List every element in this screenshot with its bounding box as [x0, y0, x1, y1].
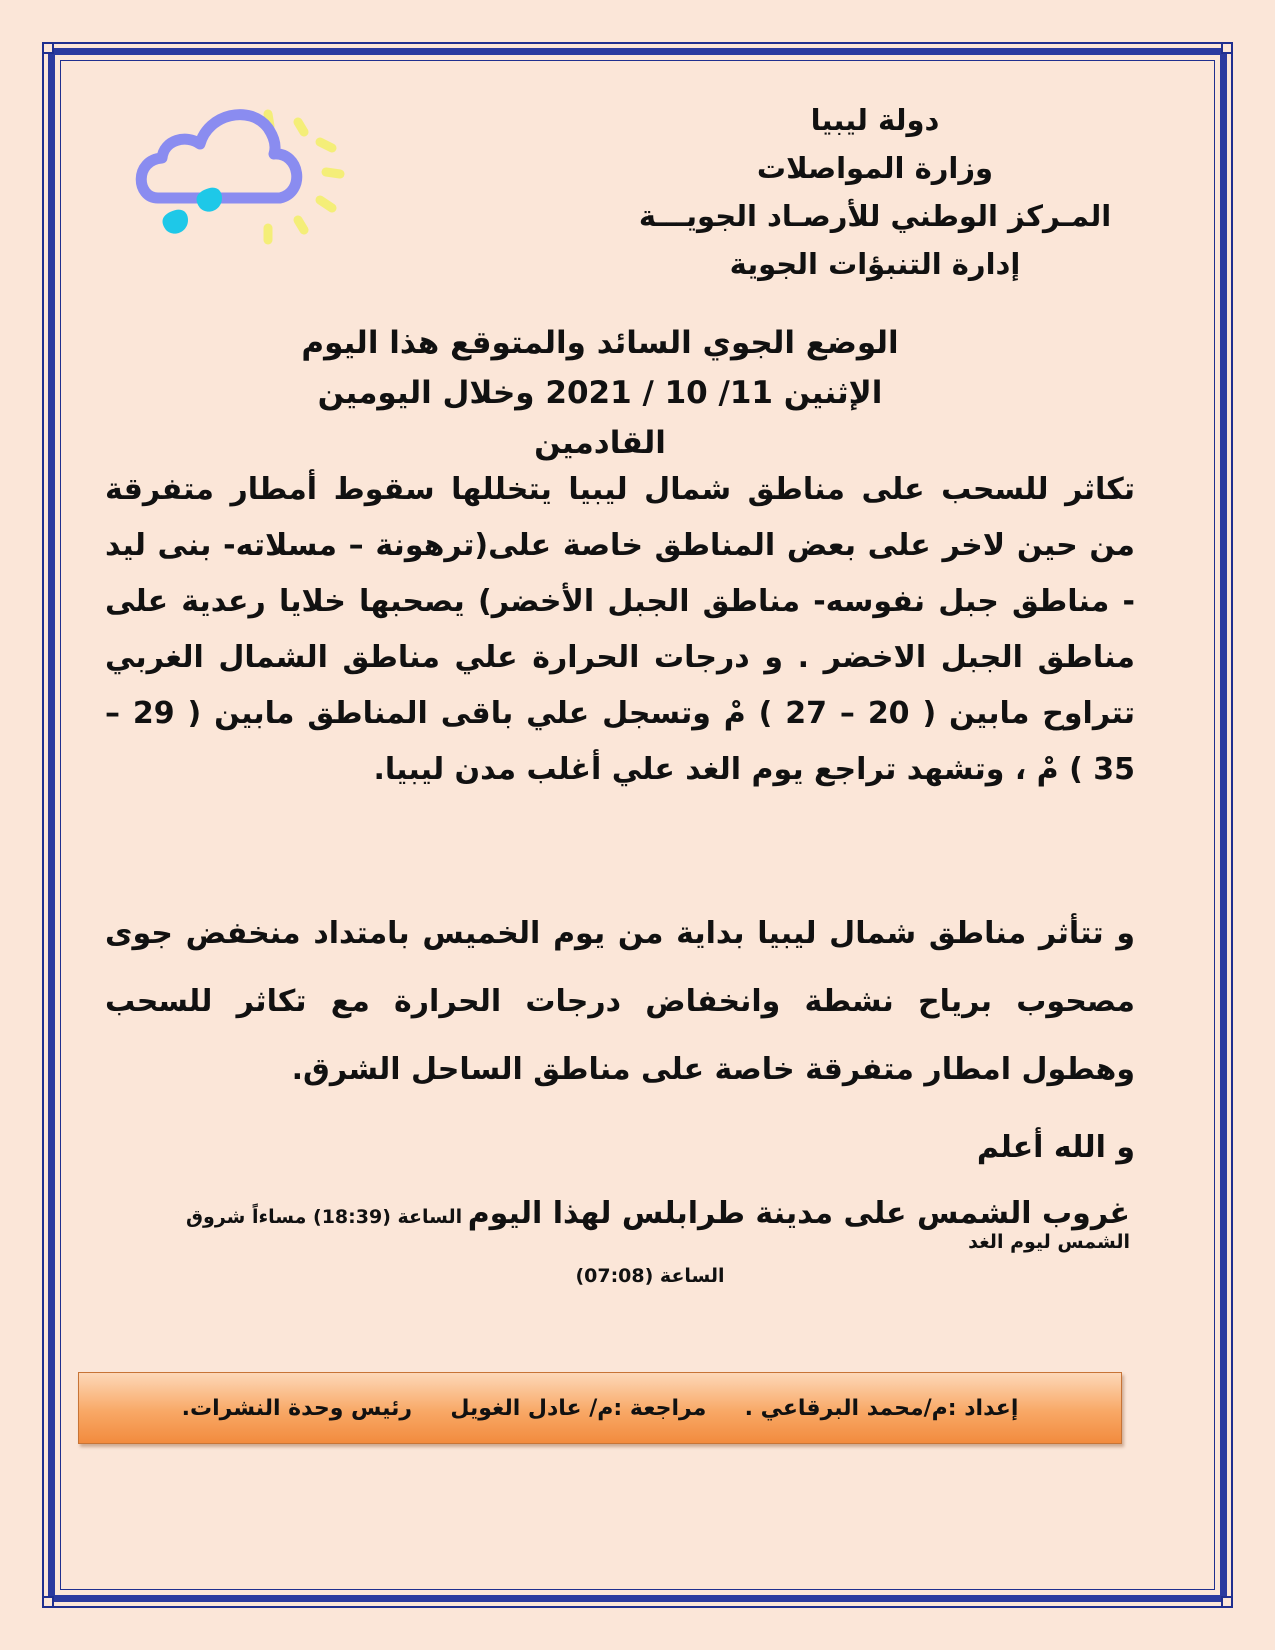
title-line-2: الإثنين 11/ 10 / 2021 وخلال اليومين القادمين	[317, 375, 883, 461]
page-border-inner	[60, 60, 1215, 1590]
closing-phrase: و الله أعلم	[976, 1130, 1135, 1165]
border-corner	[42, 42, 54, 54]
ministry-header	[605, 96, 1145, 288]
sun-times	[110, 1196, 1130, 1253]
sunset-time: الساعة (18:39) مساءاً شروق الشمس ليوم الغد	[186, 1206, 1130, 1253]
forecast-paragraph-1: تكاثر للسحب على مناطق شمال ليبيا يتخللها سقوط أمطار متفرقة من حين لاخر على بعض المناطق خاصة على(ترهونة – مسلاته- بنى ليد - مناطق جبل نفوسه- مناطق الجبل الأخضر) يصحبها خلايا رعدية على مناطق الجبل الاخضر . و درجات الحرارة علي مناطق الشمال الغربي تتراوح مابين ( 20 – 27 ) مْ وتسجل علي باقى المناطق مابين ( 29 – 35 ) مْ ، وتشهد تراجع يوم الغد علي أغلب مدن ليبيا.	[105, 472, 1135, 787]
border-corner	[42, 1596, 54, 1608]
sunrise-time: الساعة (07:08)	[575, 1265, 725, 1287]
credits-bar	[78, 1372, 1122, 1444]
forecast-paragraph-2: و تتأثر مناطق شمال ليبيا بداية من يوم الخميس بامتداد منخفض جوى مصحوب برياح نشطة وانخفاض درجات الحرارة مع تكاثر للسحب وهطول امطار متفرقة خاصة على مناطق الساحل الشرق.	[105, 916, 1135, 1087]
cloud-rain-sun-icon	[130, 100, 360, 260]
bulletin-title	[250, 318, 950, 468]
title-line-1: الوضع الجوي السائد والمتوقع هذا اليوم	[301, 325, 899, 361]
header-country: دولة ليبيا	[810, 103, 940, 137]
sunset-label: غروب الشمس على مدينة طرابلس لهذا اليوم	[467, 1196, 1130, 1231]
border-corner	[1221, 42, 1233, 54]
header-center: المـركز الوطني للأرصـاد الجويـــة	[638, 199, 1112, 233]
header-department: إدارة التنبؤات الجوية	[729, 247, 1021, 281]
header-ministry: وزارة المواصلات	[756, 151, 994, 185]
border-corner	[1221, 1596, 1233, 1608]
credits-text: إعداد :م/محمد البرقاعي . مراجعة :م/ عادل الغويل رئيس وحدة النشرات.	[181, 1395, 1019, 1421]
